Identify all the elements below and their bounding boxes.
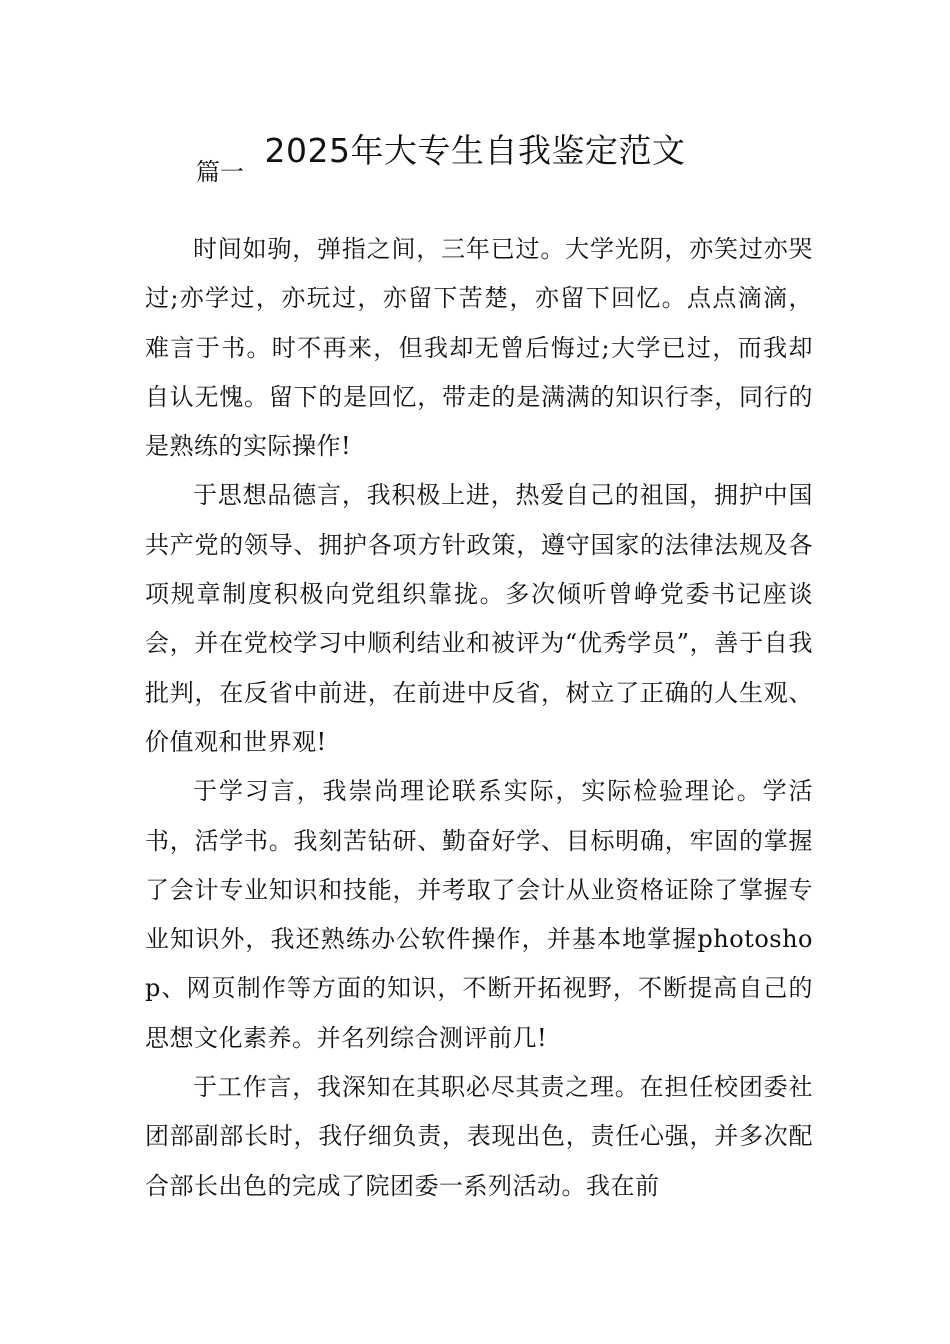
document-title: 2025年大专生自我鉴定范文	[264, 131, 686, 170]
paragraph-4: 于工作言，我深知在其职必尽其责之理。在担任校团委社团部副部长时，我仔细负责，表现出色，责任心强，并多次配合部长出色的完成了院团委一系列活动。我在前	[145, 1073, 813, 1200]
section-label: 篇一	[196, 158, 244, 186]
paragraph-3: 于学习言，我崇尚理论联系实际，实际检验理论。学活书，活学书。我刻苦钻研、勤奋好学、目标明确，牢固的掌握了会计专业知识和技能，并考取了会计从业资格证除了掌握专业知识外，我还熟练办公软件操作，并基本地掌握photoshop、网页制作等方面的知识，不断开拓视野，不断提高自己的思想文化素养。并名列综合测评前几!	[145, 777, 813, 1052]
document-body	[145, 225, 813, 1211]
paragraph-2: 于思想品德言，我积极上进，热爱自己的祖国，拥护中国共产党的领导、拥护各项方针政策，遵守国家的法律法规及各项规章制度积极向党组织靠拢。多次倾听曾峥党委书记座谈会，并在党校学习中顺利结业和被评为“优秀学员”，善于自我批判，在反省中前进，在前进中反省，树立了正确的人生观、价值观和世界观!	[145, 481, 813, 756]
paragraph-1: 时间如驹，弹指之间，三年已过。大学光阴，亦笑过亦哭过;亦学过，亦玩过，亦留下苦楚，亦留下回忆。点点滴滴，难言于书。时不再来，但我却无曾后悔过;大学已过，而我却自认无愧。留下的是回忆，带走的是满满的知识行李，同行的是熟练的实际操作!	[145, 235, 813, 461]
